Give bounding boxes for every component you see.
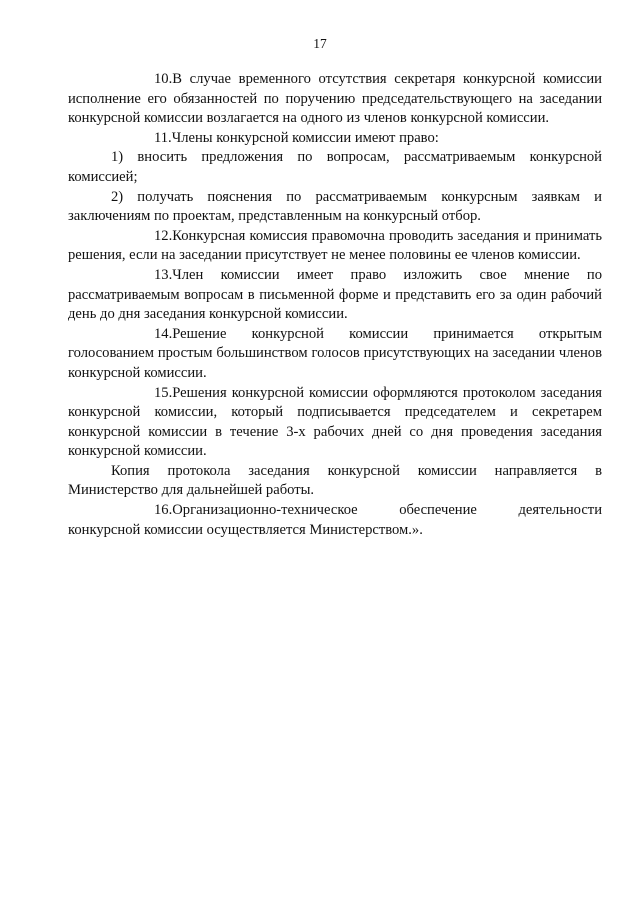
paragraph-number: 16.: [154, 502, 173, 519]
paragraph-number: 12.: [154, 227, 173, 244]
paragraph-number: 13.: [154, 266, 173, 283]
paragraph-text: Член комиссии имеет право изложить свое мнение по рассматриваемым вопросам в письменной форме и представить его за один рабочий день до дня заседания конкурсной комиссии.: [68, 266, 602, 323]
page-number: 17: [313, 36, 327, 51]
paragraph-11: [68, 129, 602, 149]
paragraph-16: [68, 501, 602, 540]
paragraph-11-item-2: [68, 188, 602, 227]
paragraph-text: Конкурсная комиссия правомочна проводить заседания и принимать решения, если на заседании присутствует не менее половины ее членов комиссии.: [68, 227, 602, 264]
paragraph-number: 14.: [154, 325, 173, 342]
paragraph-text: Решения конкурсной комиссии оформляются протоколом заседания конкурсной комиссии, который подписывается председателем и секретарем конкурсной комиссии в течение 3-х рабочих дней со дня проведения заседания конкурсной комиссии.: [68, 384, 602, 460]
paragraph-text: Копия протокола заседания конкурсной комиссии направляется в Министерство для дальнейшей работы.: [68, 462, 602, 499]
paragraph-15-copy: [68, 462, 602, 501]
paragraph-number: 15.: [154, 384, 173, 401]
paragraph-text: Организационно-техническое обеспечение деятельности конкурсной комиссии осуществляется Министерством.».: [68, 502, 602, 538]
paragraph-10: [68, 70, 602, 129]
paragraph-12: [68, 227, 602, 266]
paragraph-11-item-1: [68, 148, 602, 187]
document-body: [68, 70, 602, 540]
paragraph-text: 1) вносить предложения по вопросам, рассматриваемым конкурсной комиссией;: [68, 149, 602, 185]
paragraph-13: [68, 266, 602, 325]
paragraph-text: Решение конкурсной комиссии принимается открытым голосованием простым большинством голосов присутствующих на заседании членов конкурсной комиссии.: [68, 325, 602, 381]
paragraph-14: [68, 325, 602, 384]
paragraph-number: 11.: [154, 129, 172, 146]
paragraph-text: В случае временного отсутствия секретаря конкурсной комиссии исполнение его обязанностей по поручению председательствующего на заседании конкурсной комиссии возлагается на одного из членов конкурсной комиссии.: [68, 71, 602, 127]
paragraph-15: [68, 384, 602, 462]
paragraph-number: 10.: [154, 71, 173, 87]
paragraph-text: 2) получать пояснения по рассматриваемым конкурсным заявкам и заключениям по проектам, представленным на конкурсный отбор.: [68, 188, 602, 225]
paragraph-text: Члены конкурсной комиссии имеют право:: [171, 129, 439, 146]
